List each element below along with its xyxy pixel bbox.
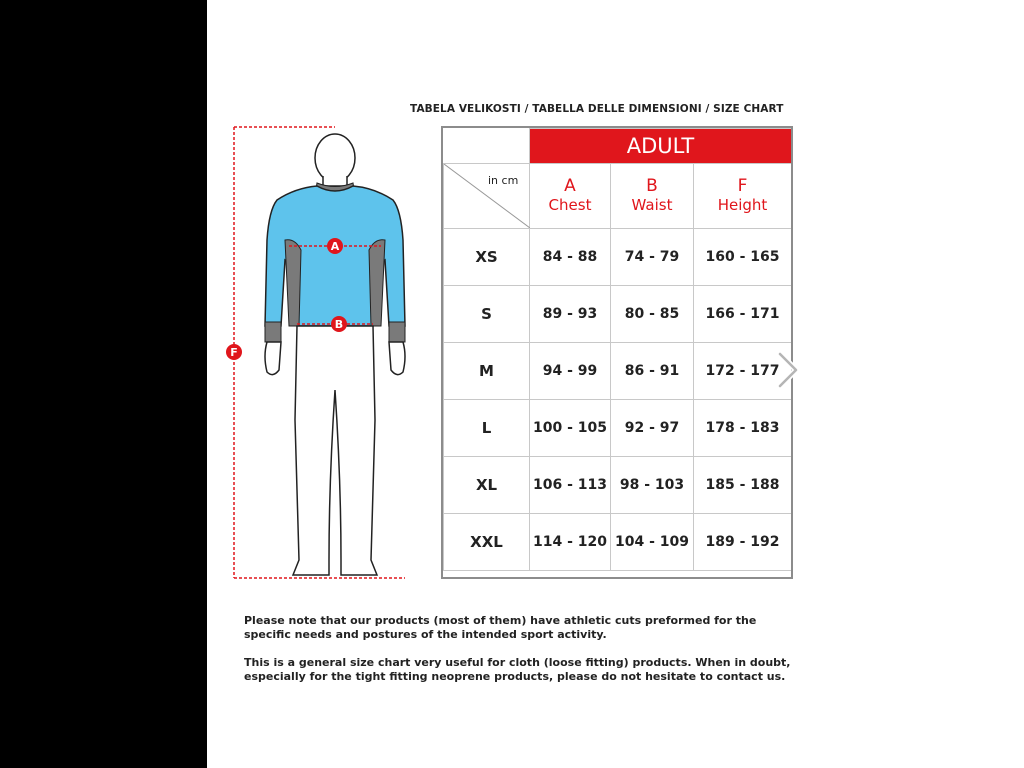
side-panel-left [285,240,301,326]
chest-value: 100 - 105 [530,400,611,457]
cuff-left [265,322,281,342]
hand-left [265,342,281,375]
height-value: 185 - 188 [694,457,792,514]
chevron-right-icon[interactable] [772,348,802,392]
col-header-height [694,164,792,229]
unit-label: in cm [488,174,519,187]
neck [323,176,347,186]
waist-value: 74 - 79 [611,229,694,286]
size-label: M [444,343,530,400]
marker-a: A [330,240,340,253]
head [315,134,355,182]
col-letter: B [646,176,658,196]
legs [293,326,377,575]
size-label: XL [444,457,530,514]
table-row [444,343,792,400]
col-name: Height [717,196,768,214]
col-header-chest [530,164,611,229]
height-value: 178 - 183 [694,400,792,457]
col-letter: F [737,176,748,196]
marker-f: F [230,346,238,359]
marker-b: B [334,318,344,331]
size-label: L [444,400,530,457]
size-label: XXL [444,514,530,571]
adult-header: ADULT [530,129,792,164]
col-header-waist [611,164,694,229]
table-row [444,286,792,343]
size-label: XS [444,229,530,286]
cuff-right [389,322,405,342]
hand-right [389,342,405,375]
table-row [444,514,792,571]
chest-value: 89 - 93 [530,286,611,343]
waist-value: 80 - 85 [611,286,694,343]
col-name: Chest [548,196,592,214]
table-corner [444,129,530,164]
unit-cell [444,164,530,229]
waist-value: 104 - 109 [611,514,694,571]
height-value: 172 - 177 [694,343,792,400]
chest-value: 106 - 113 [530,457,611,514]
height-value: 166 - 171 [694,286,792,343]
col-letter: A [564,176,576,196]
waist-value: 98 - 103 [611,457,694,514]
waist-value: 92 - 97 [611,400,694,457]
chest-value: 114 - 120 [530,514,611,571]
size-label: S [444,286,530,343]
chest-value: 84 - 88 [530,229,611,286]
height-value: 189 - 192 [694,514,792,571]
size-table [443,128,792,571]
table-row [444,400,792,457]
table-row [444,229,792,286]
general-note: This is a general size chart very useful for cloth (loose fitting) products. When in doubt, especially for the tight fitting neoprene products, please do not hesitate to contact us. [244,656,791,683]
col-name: Waist [631,196,673,214]
chest-value: 94 - 99 [530,343,611,400]
body-figure [225,120,425,580]
height-value: 160 - 165 [694,229,792,286]
side-panel-right [369,240,385,326]
waist-value: 86 - 91 [611,343,694,400]
table-row [444,457,792,514]
chart-title: TABELA VELIKOSTI / TABELLA DELLE DIMENSIONI / SIZE CHART [410,103,784,115]
fit-note: Please note that our products (most of them) have athletic cuts preformed for the specific needs and postures of the intended sport activity. [244,614,757,641]
